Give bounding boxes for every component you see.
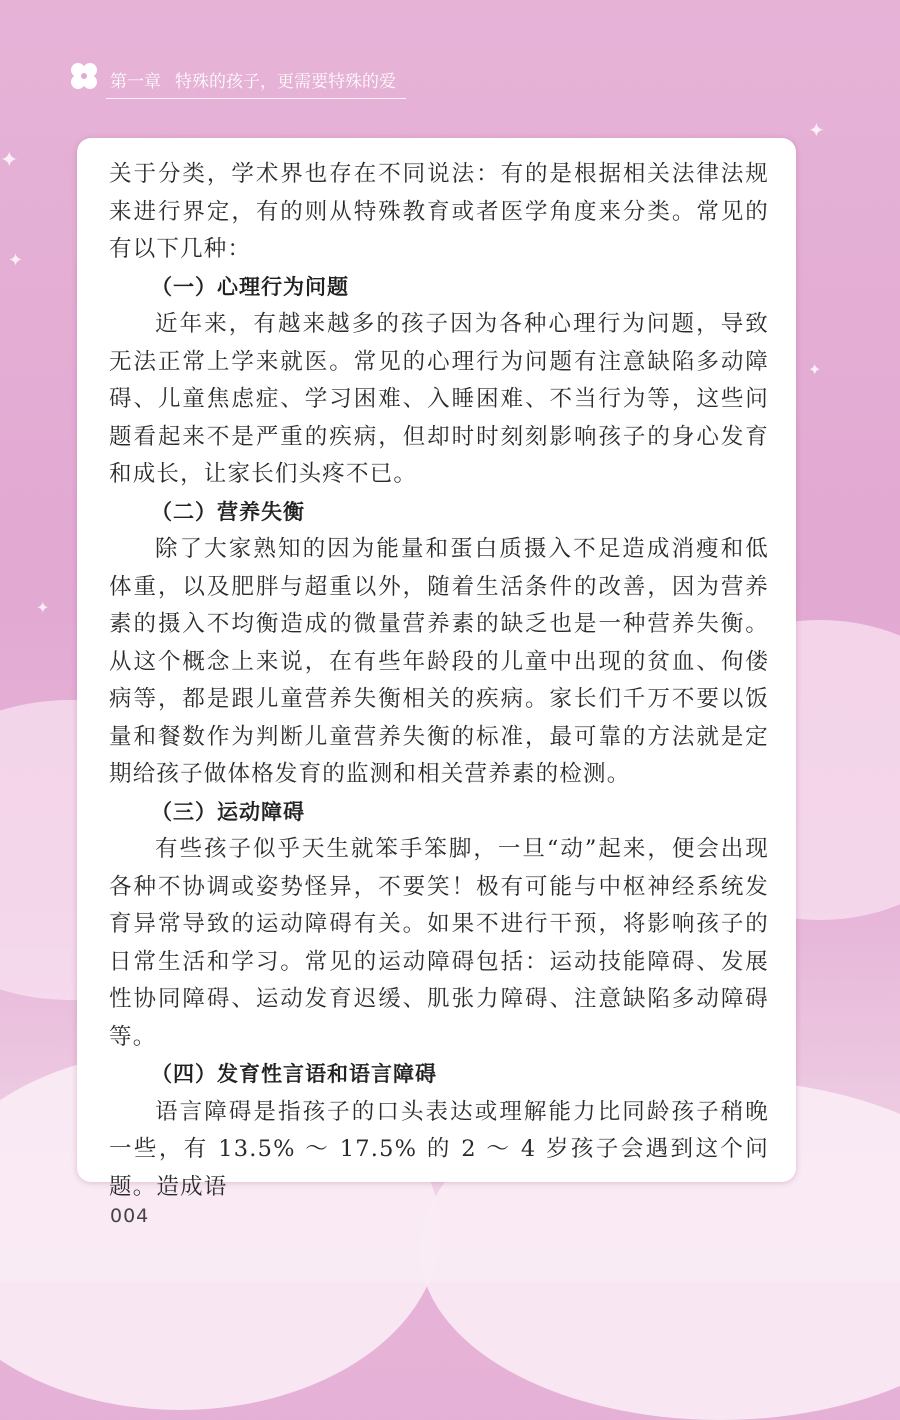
intro-paragraph: 关于分类，学术界也存在不同说法：有的是根据相关法律法规来进行界定，有的则从特殊教育或者医学角度来分类。常见的有以下几种： — [109, 161, 769, 262]
chapter-title — [110, 67, 396, 92]
text-card — [77, 138, 796, 1200]
chapter-number: 第一章 — [110, 72, 161, 92]
section-heading: （四）发育性言语和语言障碍 — [151, 1062, 437, 1086]
section-heading: （一）心理行为问题 — [151, 274, 349, 299]
clover-icon — [66, 59, 102, 95]
header-divider — [106, 98, 406, 99]
page-number: 004 — [110, 1205, 150, 1227]
sparkle-icon: ✦ — [808, 360, 822, 379]
sparkle-icon: ✦ — [808, 118, 825, 142]
section-heading: （三）运动障碍 — [151, 799, 305, 824]
section-paragraph: 除了大家熟知的因为能量和蛋白质摄入不足造成消瘦和低体重，以及肥胖与超重以外，随着生活条件的改善，因为营养素的摄入不均衡造成的微量营养素的缺乏也是一种营养失衡。从这个概念上来说，在有些年龄段的儿童中出现的贫血、佝偻病等，都是跟儿童营养失衡相关的疾病。家长们千万不要以饭量和餐数作为判断儿童营养失衡的标准，最可靠的方法就是定期给孩子做体格发育的监测和相关营养素的检测。 — [109, 536, 769, 787]
body-text — [109, 156, 769, 1206]
section-heading: （二）营养失衡 — [151, 499, 305, 524]
section-paragraph: 语言障碍是指孩子的口头表达或理解能力比同龄孩子稍晚一些，有 13.5% ～ 17.5% 的 2 ～ 4 岁孩子会遇到这个问题。造成语 — [109, 1098, 769, 1200]
chapter-title-text: 特殊的孩子，更需要特殊的爱 — [175, 72, 396, 92]
sparkle-icon: ✦ — [36, 598, 50, 617]
chapter-header — [62, 56, 406, 102]
section-paragraph: 有些孩子似乎天生就笨手笨脚，一旦“动”起来，便会出现各种不协调或姿势怪异，不要笑！极有可能与中枢神经系统发育异常导致的运动障碍有关。如果不进行干预，将影响孩子的日常生活和学习。常见的运动障碍包括：运动技能障碍、发展性协同障碍、运动发育迟缓、肌张力障碍、注意缺陷多动障碍等。 — [109, 836, 769, 1050]
sparkle-icon: ✦ — [8, 250, 24, 271]
sparkle-icon: ✦ — [0, 148, 19, 173]
section-paragraph: 近年来，有越来越多的孩子因为各种心理行为问题，导致无法正常上学来就医。常见的心理行为问题有注意缺陷多动障碍、儿童焦虑症、学习困难、入睡困难、不当行为等，这些问题看起来不是严重的疾病，但却时时刻刻影响孩子的身心发育和成长，让家长们头疼不已。 — [109, 311, 769, 487]
